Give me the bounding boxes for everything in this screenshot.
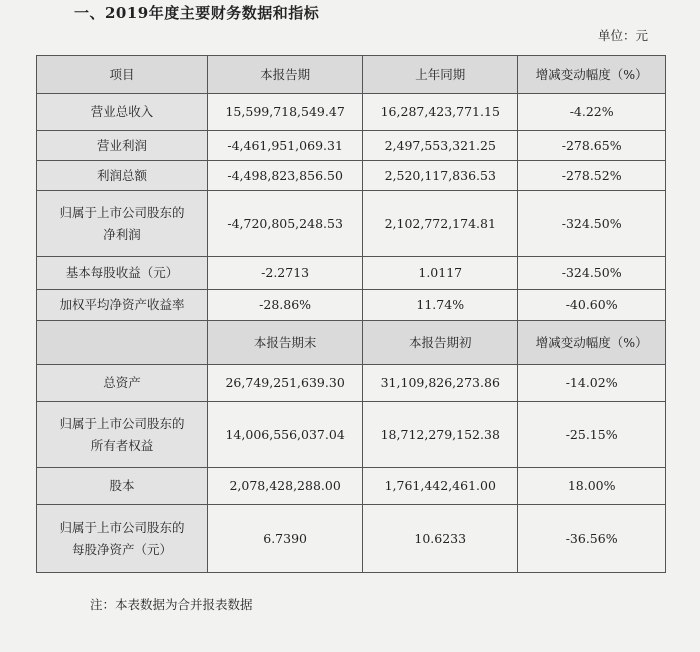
prior-value: 2,497,553,321.25: [363, 131, 518, 161]
change-value: -278.52%: [518, 161, 666, 191]
change-value: -324.50%: [518, 191, 666, 257]
row-label: 股本: [37, 468, 208, 505]
row-label-line1: 归属于上市公司股东的: [59, 519, 185, 535]
current-value: 15,599,718,549.47: [208, 94, 363, 131]
end-value: 6.7390: [208, 505, 363, 573]
row-label: 加权平均净资产收益率: [37, 290, 208, 321]
financial-data-table: [36, 55, 666, 573]
row-label: 营业总收入: [37, 94, 208, 131]
prior-value: 11.74%: [363, 290, 518, 321]
change-value: -25.15%: [518, 402, 666, 468]
current-value: -4,498,823,856.50: [208, 161, 363, 191]
row-label: [37, 505, 208, 573]
header-change: 增减变动幅度（%）: [518, 321, 666, 365]
row-label: 营业利润: [37, 131, 208, 161]
current-value: -28.86%: [208, 290, 363, 321]
unit-label: 单位：元: [597, 28, 648, 43]
header-current-period: 本报告期: [208, 56, 363, 94]
header-change: 增减变动幅度（%）: [518, 56, 666, 94]
change-value: -324.50%: [518, 257, 666, 290]
end-value: 26,749,251,639.30: [208, 365, 363, 402]
table-header-row: [37, 56, 666, 94]
current-value: -2.2713: [208, 257, 363, 290]
end-value: 14,006,556,037.04: [208, 402, 363, 468]
table-row: [37, 402, 666, 468]
header-period-start: 本报告期初: [363, 321, 518, 365]
change-value: -4.22%: [518, 94, 666, 131]
start-value: 18,712,279,152.38: [363, 402, 518, 468]
current-value: -4,461,951,069.31: [208, 131, 363, 161]
table-row: [37, 131, 666, 161]
table-row: [37, 257, 666, 290]
row-label: 基本每股收益（元）: [37, 257, 208, 290]
row-label: 利润总额: [37, 161, 208, 191]
change-value: -14.02%: [518, 365, 666, 402]
table-row: [37, 161, 666, 191]
change-value: -278.65%: [518, 131, 666, 161]
row-label-line2: 每股净资产（元）: [72, 541, 173, 557]
row-label: [37, 402, 208, 468]
prior-value: 16,287,423,771.15: [363, 94, 518, 131]
row-label-line1: 归属于上市公司股东的: [59, 204, 185, 220]
table-row: [37, 365, 666, 402]
row-label: 总资产: [37, 365, 208, 402]
table-row: [37, 468, 666, 505]
row-label-line1: 归属于上市公司股东的: [59, 415, 185, 431]
row-label: [37, 191, 208, 257]
row-label-line2: 净利润: [103, 226, 141, 242]
table-footnote: 注：本表数据为合并报表数据: [90, 597, 253, 612]
header-period-end: 本报告期末: [208, 321, 363, 365]
table-row: [37, 191, 666, 257]
row-label-line2: 所有者权益: [90, 437, 154, 453]
section-heading: 一、2019年度主要财务数据和指标: [74, 4, 320, 22]
table-row: [37, 290, 666, 321]
header-prior-period: 上年同期: [363, 56, 518, 94]
change-value: -40.60%: [518, 290, 666, 321]
header-item: 项目: [37, 56, 208, 94]
table-subheader-row: [37, 321, 666, 365]
table-row: [37, 505, 666, 573]
table-row: [37, 94, 666, 131]
start-value: 31,109,826,273.86: [363, 365, 518, 402]
change-value: -36.56%: [518, 505, 666, 573]
end-value: 2,078,428,288.00: [208, 468, 363, 505]
prior-value: 2,520,117,836.53: [363, 161, 518, 191]
change-value: 18.00%: [518, 468, 666, 505]
prior-value: 1.0117: [363, 257, 518, 290]
start-value: 10.6233: [363, 505, 518, 573]
prior-value: 2,102,772,174.81: [363, 191, 518, 257]
current-value: -4,720,805,248.53: [208, 191, 363, 257]
start-value: 1,761,442,461.00: [363, 468, 518, 505]
header-blank: [37, 321, 208, 365]
